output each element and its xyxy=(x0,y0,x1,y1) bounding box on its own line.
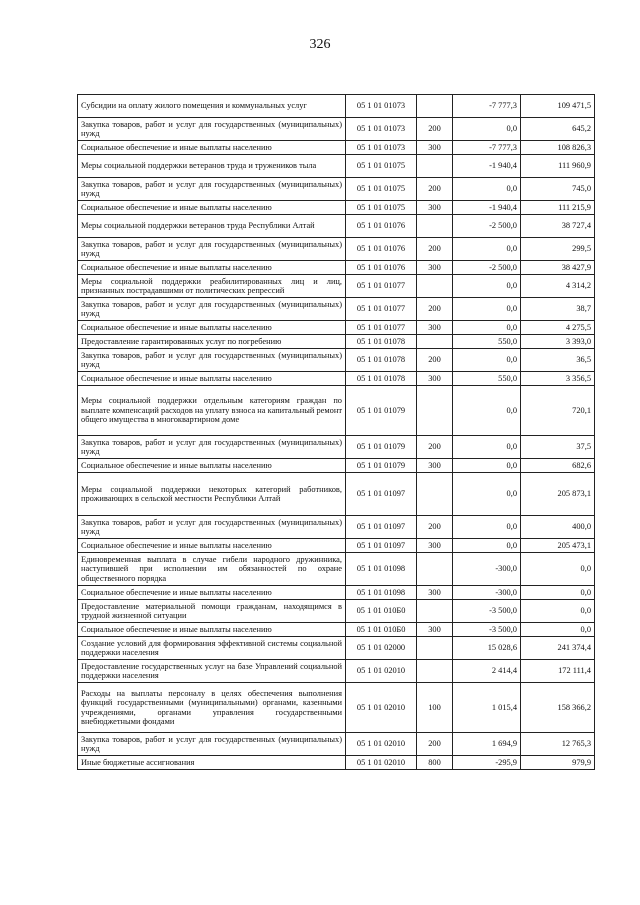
table-row xyxy=(78,459,595,473)
amount-total-cell: 0,0 xyxy=(521,600,595,623)
target-article-code-cell: 05 1 01 01078 xyxy=(346,335,417,349)
table-row xyxy=(78,539,595,553)
amount-total-cell: 4 275,5 xyxy=(521,321,595,335)
target-article-code-cell: 05 1 01 02010 xyxy=(346,683,417,733)
amount-change-cell: -300,0 xyxy=(453,586,521,600)
expense-type-code-cell: 200 xyxy=(417,436,453,459)
expense-name-cell: Закупка товаров, работ и услуг для государственных (муниципальных) нужд xyxy=(78,238,346,261)
expense-type-code-cell: 100 xyxy=(417,683,453,733)
target-article-code-cell: 05 1 01 02000 xyxy=(346,637,417,660)
expense-type-code-cell: 300 xyxy=(417,539,453,553)
expense-name-cell: Социальное обеспечение и иные выплаты населению xyxy=(78,321,346,335)
expense-name-cell: Меры социальной поддержки реабилитированных лиц и лиц, признанных пострадавшими от политических репрессий xyxy=(78,275,346,298)
target-article-code-cell: 05 1 01 01075 xyxy=(346,201,417,215)
amount-total-cell: 0,0 xyxy=(521,623,595,637)
expense-name-cell: Меры социальной поддержки ветеранов труда и тружеников тыла xyxy=(78,155,346,178)
amount-total-cell: 205 873,1 xyxy=(521,473,595,516)
expense-type-code-cell xyxy=(417,335,453,349)
amount-total-cell: 4 314,2 xyxy=(521,275,595,298)
amount-change-cell: 0,0 xyxy=(453,118,521,141)
target-article-code-cell: 05 1 01 02010 xyxy=(346,756,417,770)
target-article-code-cell: 05 1 01 01077 xyxy=(346,321,417,335)
amount-total-cell: 3 393,0 xyxy=(521,335,595,349)
target-article-code-cell: 05 1 01 01097 xyxy=(346,539,417,553)
amount-change-cell: -7 777,3 xyxy=(453,95,521,118)
amount-change-cell: 0,0 xyxy=(453,321,521,335)
amount-total-cell: 36,5 xyxy=(521,349,595,372)
expense-name-cell: Социальное обеспечение и иные выплаты населению xyxy=(78,623,346,637)
amount-total-cell: 38 727,4 xyxy=(521,215,595,238)
amount-total-cell: 745,0 xyxy=(521,178,595,201)
expense-name-cell: Расходы на выплаты персоналу в целях обеспечения выполнения функций государственными (муниципальными) органами, казенными учреждениями, органами управления государственными внебюджетными фондами xyxy=(78,683,346,733)
budget-table xyxy=(77,94,595,770)
expense-name-cell: Социальное обеспечение и иные выплаты населению xyxy=(78,372,346,386)
expense-name-cell: Меры социальной поддержки отдельным категориям граждан по выплате компенсаций расходов на уплату взноса на капитальный ремонт общего имущества в многоквартирном доме xyxy=(78,386,346,436)
table-row xyxy=(78,141,595,155)
expense-name-cell: Закупка товаров, работ и услуг для государственных (муниципальных) нужд xyxy=(78,516,346,539)
expense-name-cell: Субсидии на оплату жилого помещения и коммунальных услуг xyxy=(78,95,346,118)
expense-type-code-cell: 200 xyxy=(417,733,453,756)
amount-total-cell: 241 374,4 xyxy=(521,637,595,660)
amount-change-cell: -295,9 xyxy=(453,756,521,770)
amount-total-cell: 979,9 xyxy=(521,756,595,770)
expense-type-code-cell xyxy=(417,275,453,298)
expense-type-code-cell: 300 xyxy=(417,141,453,155)
table-row xyxy=(78,756,595,770)
target-article-code-cell: 05 1 01 01075 xyxy=(346,178,417,201)
table-row xyxy=(78,733,595,756)
amount-change-cell: -1 940,4 xyxy=(453,201,521,215)
table-row xyxy=(78,436,595,459)
table-row xyxy=(78,201,595,215)
expense-name-cell: Единовременная выплата в случае гибели народного дружинника, наступившей при исполнении им обязанностей по охране общественного порядка xyxy=(78,553,346,586)
amount-total-cell: 111 960,9 xyxy=(521,155,595,178)
table-row xyxy=(78,321,595,335)
expense-type-code-cell xyxy=(417,637,453,660)
expense-name-cell: Предоставление государственных услуг на базе Управлений социальной поддержки населения xyxy=(78,660,346,683)
amount-total-cell: 38 427,9 xyxy=(521,261,595,275)
amount-total-cell: 205 473,1 xyxy=(521,539,595,553)
amount-change-cell: 2 414,4 xyxy=(453,660,521,683)
amount-change-cell: -3 500,0 xyxy=(453,600,521,623)
target-article-code-cell: 05 1 01 01079 xyxy=(346,386,417,436)
amount-total-cell: 111 215,9 xyxy=(521,201,595,215)
amount-total-cell: 645,2 xyxy=(521,118,595,141)
expense-type-code-cell xyxy=(417,386,453,436)
expense-name-cell: Закупка товаров, работ и услуг для государственных (муниципальных) нужд xyxy=(78,118,346,141)
budget-table-body xyxy=(78,95,595,770)
table-row xyxy=(78,600,595,623)
table-row xyxy=(78,516,595,539)
target-article-code-cell: 05 1 01 010Б0 xyxy=(346,600,417,623)
amount-change-cell: 0,0 xyxy=(453,539,521,553)
amount-change-cell: 1 694,9 xyxy=(453,733,521,756)
target-article-code-cell: 05 1 01 01098 xyxy=(346,553,417,586)
expense-name-cell: Социальное обеспечение и иные выплаты населению xyxy=(78,459,346,473)
expense-name-cell: Закупка товаров, работ и услуг для государственных (муниципальных) нужд xyxy=(78,349,346,372)
expense-name-cell: Создание условий для формирования эффективной системы социальной поддержки населения xyxy=(78,637,346,660)
amount-change-cell: 0,0 xyxy=(453,516,521,539)
expense-type-code-cell: 300 xyxy=(417,459,453,473)
expense-type-code-cell: 300 xyxy=(417,372,453,386)
page-number: 326 xyxy=(309,37,331,52)
table-row xyxy=(78,623,595,637)
expense-type-code-cell: 300 xyxy=(417,201,453,215)
expense-name-cell: Иные бюджетные ассигнования xyxy=(78,756,346,770)
target-article-code-cell: 05 1 01 010Б0 xyxy=(346,623,417,637)
expense-type-code-cell xyxy=(417,215,453,238)
amount-change-cell: -1 940,4 xyxy=(453,155,521,178)
target-article-code-cell: 05 1 01 01075 xyxy=(346,155,417,178)
target-article-code-cell: 05 1 01 01073 xyxy=(346,95,417,118)
table-row xyxy=(78,178,595,201)
target-article-code-cell: 05 1 01 01078 xyxy=(346,372,417,386)
expense-name-cell: Меры социальной поддержки некоторых категорий работников, проживающих в сельской местности Республики Алтай xyxy=(78,473,346,516)
expense-name-cell: Меры социальной поддержки ветеранов труда Республики Алтай xyxy=(78,215,346,238)
amount-change-cell: 0,0 xyxy=(453,386,521,436)
expense-name-cell: Закупка товаров, работ и услуг для государственных (муниципальных) нужд xyxy=(78,436,346,459)
amount-total-cell: 108 826,3 xyxy=(521,141,595,155)
expense-type-code-cell xyxy=(417,95,453,118)
target-article-code-cell: 05 1 01 01077 xyxy=(346,298,417,321)
expense-type-code-cell: 200 xyxy=(417,238,453,261)
expense-name-cell: Предоставление гарантированных услуг по погребению xyxy=(78,335,346,349)
target-article-code-cell: 05 1 01 01076 xyxy=(346,215,417,238)
table-row xyxy=(78,215,595,238)
amount-change-cell: 0,0 xyxy=(453,349,521,372)
amount-total-cell: 0,0 xyxy=(521,586,595,600)
table-row xyxy=(78,349,595,372)
amount-change-cell: -7 777,3 xyxy=(453,141,521,155)
target-article-code-cell: 05 1 01 01079 xyxy=(346,436,417,459)
amount-total-cell: 299,5 xyxy=(521,238,595,261)
expense-type-code-cell: 800 xyxy=(417,756,453,770)
target-article-code-cell: 05 1 01 01073 xyxy=(346,141,417,155)
amount-change-cell: 0,0 xyxy=(453,178,521,201)
amount-change-cell: 0,0 xyxy=(453,473,521,516)
amount-change-cell: 1 015,4 xyxy=(453,683,521,733)
table-row xyxy=(78,637,595,660)
expense-name-cell: Закупка товаров, работ и услуг для государственных (муниципальных) нужд xyxy=(78,178,346,201)
target-article-code-cell: 05 1 01 01098 xyxy=(346,586,417,600)
table-row xyxy=(78,238,595,261)
target-article-code-cell: 05 1 01 01079 xyxy=(346,459,417,473)
amount-total-cell: 158 366,2 xyxy=(521,683,595,733)
amount-change-cell: 550,0 xyxy=(453,372,521,386)
expense-type-code-cell: 200 xyxy=(417,178,453,201)
amount-change-cell: 0,0 xyxy=(453,436,521,459)
table-row xyxy=(78,473,595,516)
expense-name-cell: Закупка товаров, работ и услуг для государственных (муниципальных) нужд xyxy=(78,298,346,321)
amount-total-cell: 12 765,3 xyxy=(521,733,595,756)
amount-change-cell: 0,0 xyxy=(453,275,521,298)
amount-total-cell: 3 356,5 xyxy=(521,372,595,386)
amount-total-cell: 682,6 xyxy=(521,459,595,473)
amount-total-cell: 109 471,5 xyxy=(521,95,595,118)
expense-type-code-cell: 200 xyxy=(417,118,453,141)
amount-change-cell: -300,0 xyxy=(453,553,521,586)
expense-type-code-cell xyxy=(417,660,453,683)
table-row xyxy=(78,586,595,600)
table-row xyxy=(78,155,595,178)
expense-type-code-cell: 300 xyxy=(417,586,453,600)
table-row xyxy=(78,261,595,275)
table-row xyxy=(78,275,595,298)
expense-type-code-cell: 300 xyxy=(417,261,453,275)
target-article-code-cell: 05 1 01 02010 xyxy=(346,660,417,683)
target-article-code-cell: 05 1 01 01078 xyxy=(346,349,417,372)
expense-type-code-cell xyxy=(417,473,453,516)
table-row xyxy=(78,660,595,683)
amount-total-cell: 38,7 xyxy=(521,298,595,321)
expense-name-cell: Социальное обеспечение и иные выплаты населению xyxy=(78,261,346,275)
target-article-code-cell: 05 1 01 01097 xyxy=(346,473,417,516)
amount-change-cell: -2 500,0 xyxy=(453,261,521,275)
amount-change-cell: 0,0 xyxy=(453,298,521,321)
expense-type-code-cell xyxy=(417,600,453,623)
table-row xyxy=(78,335,595,349)
expense-name-cell: Социальное обеспечение и иные выплаты населению xyxy=(78,141,346,155)
amount-change-cell: 0,0 xyxy=(453,459,521,473)
expense-type-code-cell xyxy=(417,155,453,178)
target-article-code-cell: 05 1 01 01076 xyxy=(346,261,417,275)
amount-total-cell: 172 111,4 xyxy=(521,660,595,683)
target-article-code-cell: 05 1 01 01077 xyxy=(346,275,417,298)
table-row xyxy=(78,683,595,733)
expense-name-cell: Предоставление материальной помощи гражданам, находящимся в трудной жизненной ситуации xyxy=(78,600,346,623)
target-article-code-cell: 05 1 01 02010 xyxy=(346,733,417,756)
table-row xyxy=(78,386,595,436)
expense-name-cell: Социальное обеспечение и иные выплаты населению xyxy=(78,539,346,553)
expense-type-code-cell: 200 xyxy=(417,298,453,321)
table-row xyxy=(78,95,595,118)
expense-type-code-cell: 200 xyxy=(417,516,453,539)
expense-name-cell: Социальное обеспечение и иные выплаты населению xyxy=(78,201,346,215)
expense-type-code-cell: 200 xyxy=(417,349,453,372)
amount-total-cell: 37,5 xyxy=(521,436,595,459)
table-row xyxy=(78,118,595,141)
target-article-code-cell: 05 1 01 01097 xyxy=(346,516,417,539)
target-article-code-cell: 05 1 01 01076 xyxy=(346,238,417,261)
expense-type-code-cell xyxy=(417,553,453,586)
amount-total-cell: 400,0 xyxy=(521,516,595,539)
amount-total-cell: 720,1 xyxy=(521,386,595,436)
expense-type-code-cell: 300 xyxy=(417,321,453,335)
expense-name-cell: Социальное обеспечение и иные выплаты населению xyxy=(78,586,346,600)
amount-total-cell: 0,0 xyxy=(521,553,595,586)
amount-change-cell: -2 500,0 xyxy=(453,215,521,238)
expense-name-cell: Закупка товаров, работ и услуг для государственных (муниципальных) нужд xyxy=(78,733,346,756)
amount-change-cell: -3 500,0 xyxy=(453,623,521,637)
amount-change-cell: 550,0 xyxy=(453,335,521,349)
table-row xyxy=(78,553,595,586)
amount-change-cell: 15 028,6 xyxy=(453,637,521,660)
table-row xyxy=(78,298,595,321)
target-article-code-cell: 05 1 01 01073 xyxy=(346,118,417,141)
expense-type-code-cell: 300 xyxy=(417,623,453,637)
amount-change-cell: 0,0 xyxy=(453,238,521,261)
table-row xyxy=(78,372,595,386)
